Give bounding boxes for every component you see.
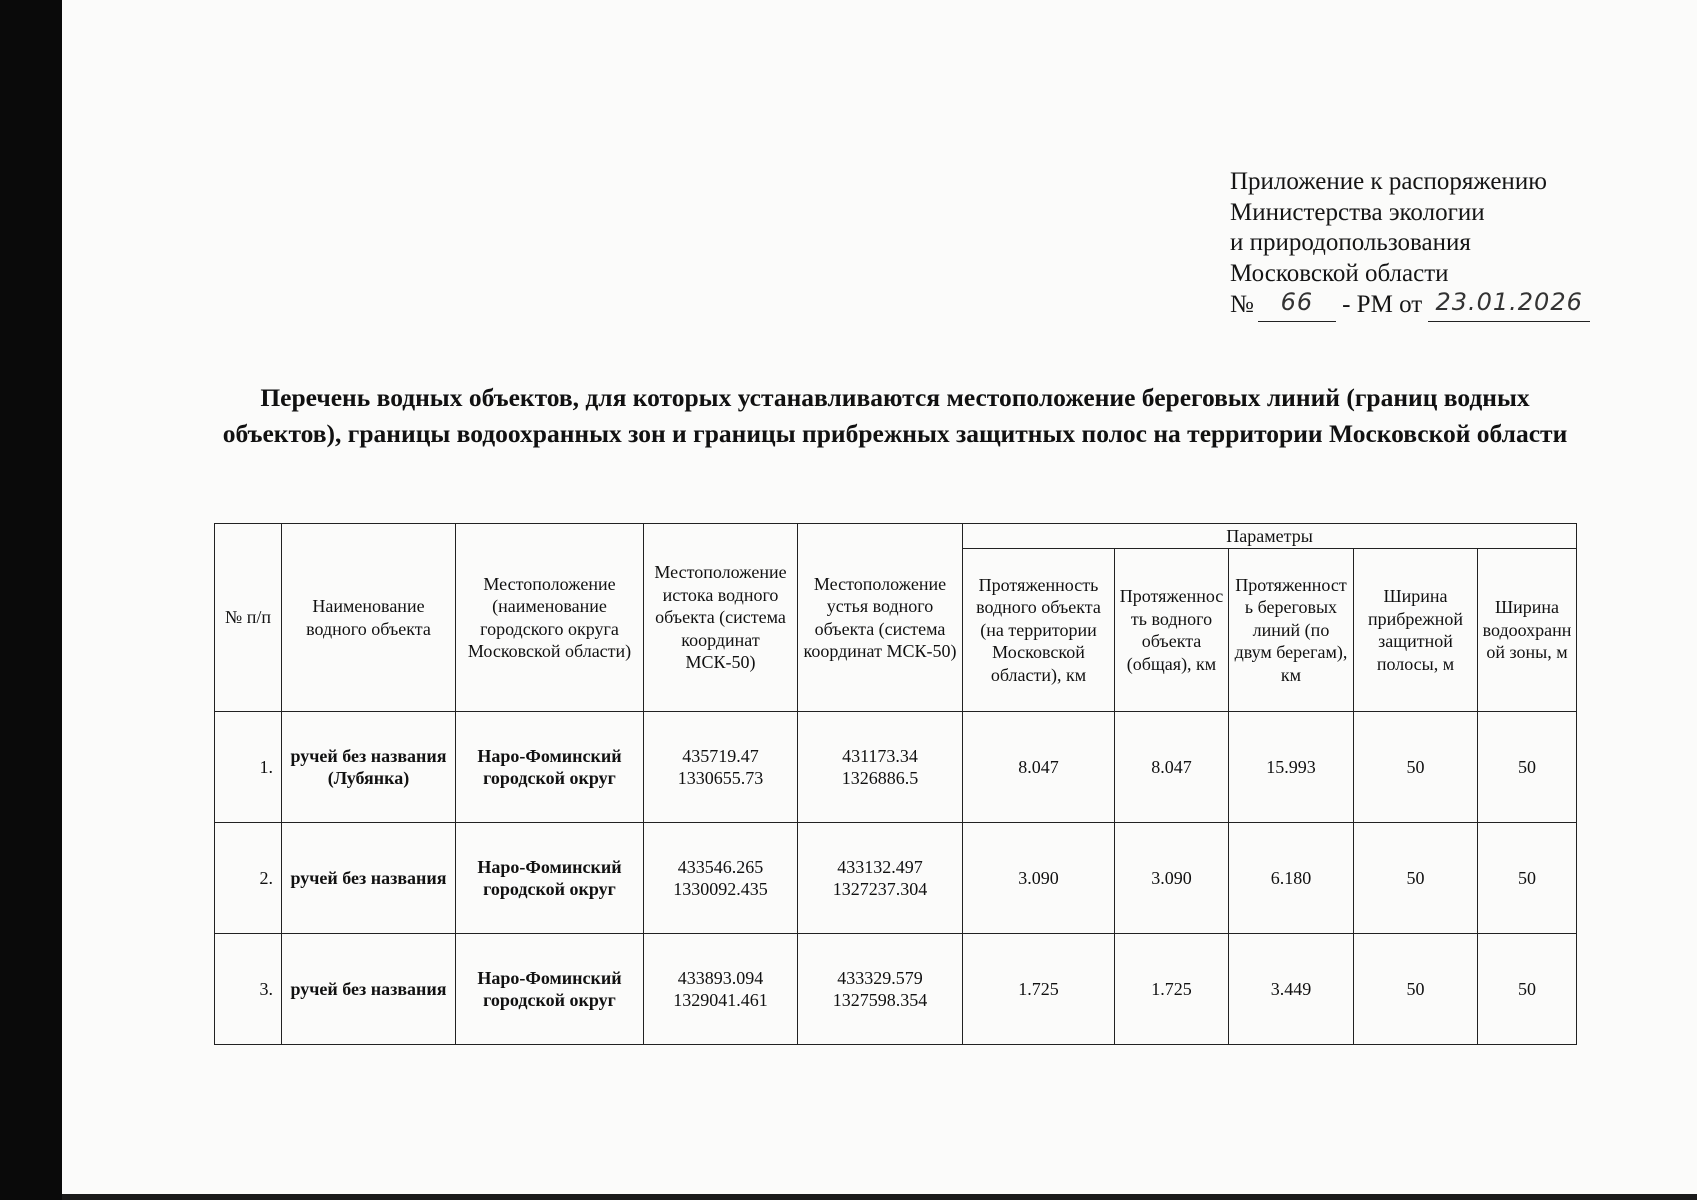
header-coastal-width: Ширина прибрежной защитной полосы, м <box>1354 549 1478 712</box>
row-num: 3. <box>215 934 282 1045</box>
row-mouth-coords <box>798 823 963 934</box>
header-location: Местоположение (наименование городского округа Московской области) <box>456 524 644 712</box>
row-shoreline: 6.180 <box>1229 823 1354 934</box>
appendix-line: Приложение к распоряжению <box>1230 168 1547 195</box>
header-water-zone-width: Ширина водоохранной зоны, м <box>1478 549 1577 712</box>
row-length-total: 1.725 <box>1115 934 1229 1045</box>
mouth-y: 1326886.5 <box>841 768 919 788</box>
appendix-line: и природопользования <box>1230 229 1471 256</box>
mouth-x: 433132.497 <box>837 856 923 877</box>
row-coastal-width: 50 <box>1354 934 1478 1045</box>
row-water-zone-width: 50 <box>1478 712 1577 823</box>
water-objects-table <box>214 523 1577 1045</box>
row-coastal-width: 50 <box>1354 712 1478 823</box>
row-water-zone-width: 50 <box>1478 823 1577 934</box>
row-num: 1. <box>215 712 282 823</box>
row-mouth-coords <box>798 934 963 1045</box>
appendix-header <box>1230 167 1590 322</box>
row-name: ручей без названия <box>282 934 456 1045</box>
source-x: 433546.265 <box>677 856 764 877</box>
header-shoreline: Протяженность береговых линий (по двум берегам), км <box>1229 549 1354 712</box>
row-water-zone-width: 50 <box>1478 934 1577 1045</box>
header-params-group: Параметры <box>963 524 1577 549</box>
header-mouth: Местоположение устья водного объекта (система координат МСК-50) <box>798 524 963 712</box>
appendix-line: Министерства экологии <box>1230 198 1485 226</box>
number-sign: № <box>1230 291 1254 318</box>
row-shoreline: 15.993 <box>1229 712 1354 823</box>
row-location: Наро-Фоминский городской округ <box>456 934 644 1045</box>
table-row <box>215 934 1577 1045</box>
order-number-handwritten: 66 <box>1280 288 1314 316</box>
row-source-coords <box>644 712 798 823</box>
order-suffix: - РМ от <box>1342 291 1423 318</box>
order-number-line <box>1230 289 1590 322</box>
table-row <box>215 712 1577 823</box>
document-title: Перечень водных объектов, для которых устанавливаются местоположение береговых линий (границ водных объектов), границы водоохранных зон и границы прибрежных защитных полос на территории Московской области <box>222 383 1568 448</box>
row-coastal-width: 50 <box>1354 823 1478 934</box>
row-num: 2. <box>215 823 282 934</box>
row-location: Наро-Фоминский городской округ <box>456 823 644 934</box>
row-length-region: 1.725 <box>963 934 1115 1045</box>
order-date-handwritten: 23.01.2026 <box>1435 288 1583 316</box>
header-source: Местоположение истока водного объекта (система координат МСК-50) <box>644 524 798 712</box>
source-y: 1330655.73 <box>677 768 764 788</box>
row-name: ручей без названия (Лубянка) <box>282 712 456 823</box>
source-y: 1330092.435 <box>673 879 768 899</box>
scan-edge-left <box>0 0 62 1200</box>
row-length-region: 8.047 <box>963 712 1115 823</box>
row-length-region: 3.090 <box>963 823 1115 934</box>
order-date-blank <box>1428 289 1590 322</box>
row-source-coords <box>644 934 798 1045</box>
order-number-blank <box>1258 289 1336 322</box>
row-source-coords <box>644 823 798 934</box>
row-length-total: 8.047 <box>1115 712 1229 823</box>
table-row <box>215 823 1577 934</box>
row-name: ручей без названия <box>282 823 456 934</box>
scan-edge-bottom <box>62 1194 1697 1200</box>
source-y: 1329041.461 <box>673 990 768 1010</box>
header-length-region: Протяженность водного объекта (на территории Московской области), км <box>963 549 1115 712</box>
source-x: 435719.47 <box>682 745 759 766</box>
mouth-y: 1327237.304 <box>832 879 928 899</box>
row-length-total: 3.090 <box>1115 823 1229 934</box>
appendix-line: Московской области <box>1230 259 1449 287</box>
row-shoreline: 3.449 <box>1229 934 1354 1045</box>
header-name: Наименование водного объекта <box>282 524 456 712</box>
source-x: 433893.094 <box>677 967 764 988</box>
mouth-x: 433329.579 <box>837 967 923 988</box>
mouth-x: 431173.34 <box>842 745 918 766</box>
mouth-y: 1327598.354 <box>832 990 928 1010</box>
row-location: Наро-Фоминский городской округ <box>456 712 644 823</box>
header-length-total: Протяженность водного объекта (общая), км <box>1115 549 1229 712</box>
header-num: № п/п <box>215 524 282 712</box>
row-mouth-coords <box>798 712 963 823</box>
